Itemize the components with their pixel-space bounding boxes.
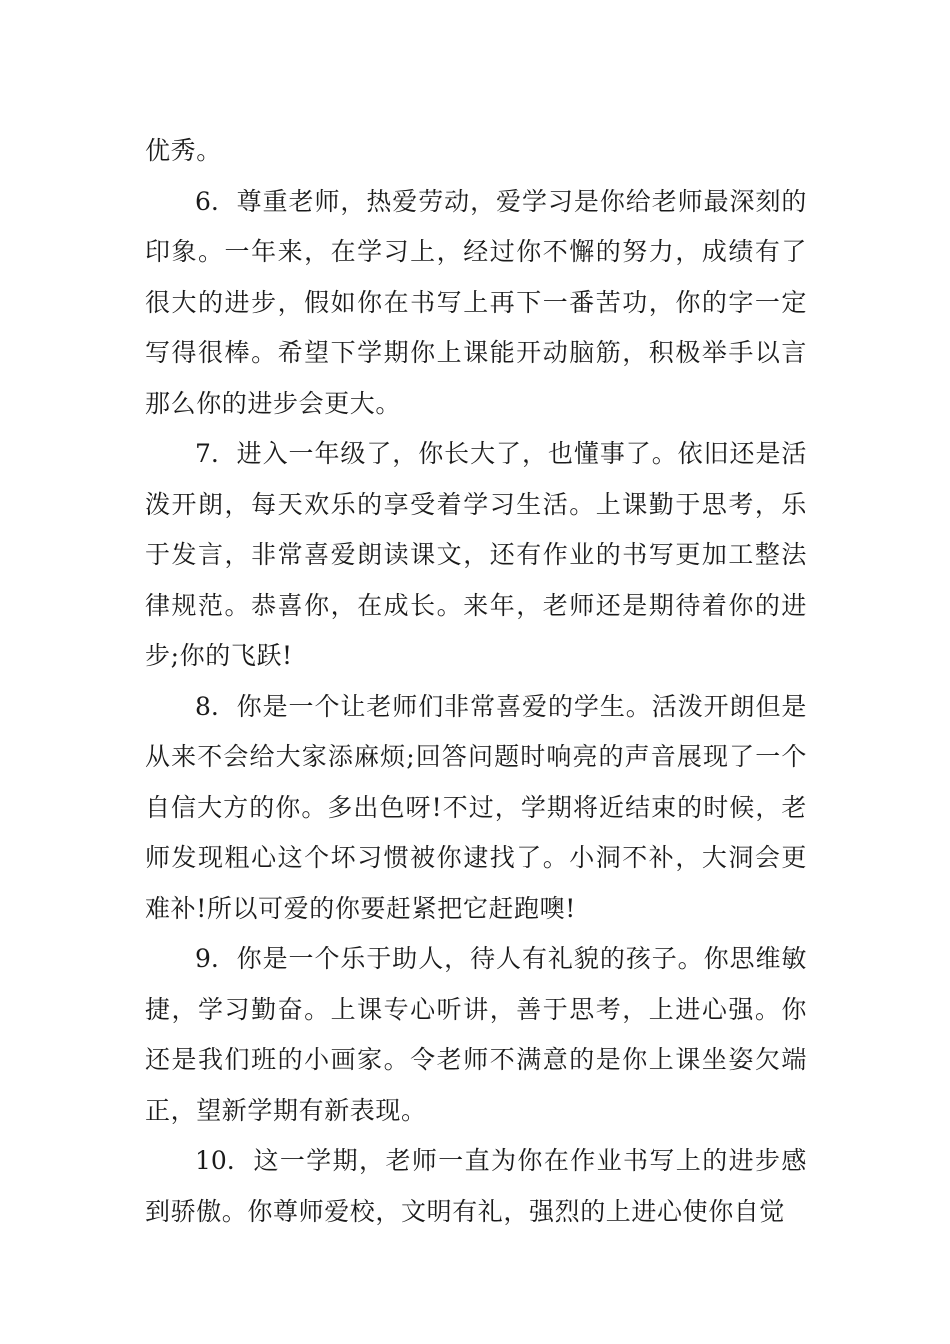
paragraph-text: 这一学期，老师一直为你在作业书写上的进步感到骄傲。你尊师爱校，文明有礼，强烈的上进心使你自觉 xyxy=(145,1146,807,1226)
paragraph-text: 进入一年级了，你长大了，也懂事了。依旧还是活泼开朗，每天欢乐的享受着学习生活。上课勤于思考，乐于发言，非常喜爱朗读课文，还有作业的书写更加工整法律规范。恭喜你，在成长。来年，老师还是期待着你的进步;你的飞跃! xyxy=(145,439,808,670)
item-number: 9. xyxy=(195,944,219,973)
paragraph-text: 尊重老师，热爱劳动，爱学习是你给老师最深刻的印象。一年来，在学习上，经过你不懈的努力，成绩有了很大的进步，假如你在书写上再下一番苦功，你的字一定写得很棒。希望下学期你上课能开动脑筋，积极举手以言那么你的进步会更大。 xyxy=(145,186,808,418)
paragraph-text: 你是一个乐于助人，待人有礼貌的孩子。你思维敏捷，学习勤奋。上课专心听讲，善于思考，上进心强。你还是我们班的小画家。令老师不满意的是你上课坐姿欠端正，望新学期有新表现。 xyxy=(145,944,808,1125)
paragraph-text: 你是一个让老师们非常喜爱的学生。活泼开朗但是从来不会给大家添麻烦;回答问题时响亮的声音展现了一个自信大方的你。多出色呀!不过，学期将近结束的时候，老师发现粗心这个坏习惯被你逮找了。小洞不补，大洞会更难补!所以可爱的你要赶紧把它赶跑噢! xyxy=(145,691,808,923)
item-number: 10. xyxy=(195,1146,235,1175)
paragraph-item-7 xyxy=(145,429,807,682)
paragraph-item-8 xyxy=(145,682,807,935)
paragraph-continuation xyxy=(145,126,807,177)
item-number: 7. xyxy=(195,439,219,468)
paragraph-item-9 xyxy=(145,934,807,1136)
document-body xyxy=(145,126,807,1237)
item-number: 8. xyxy=(195,691,219,721)
item-number: 6. xyxy=(195,186,219,216)
paragraph-text: 优秀。 xyxy=(145,136,222,165)
paragraph-item-10 xyxy=(145,1136,807,1237)
paragraph-item-6 xyxy=(145,177,807,430)
